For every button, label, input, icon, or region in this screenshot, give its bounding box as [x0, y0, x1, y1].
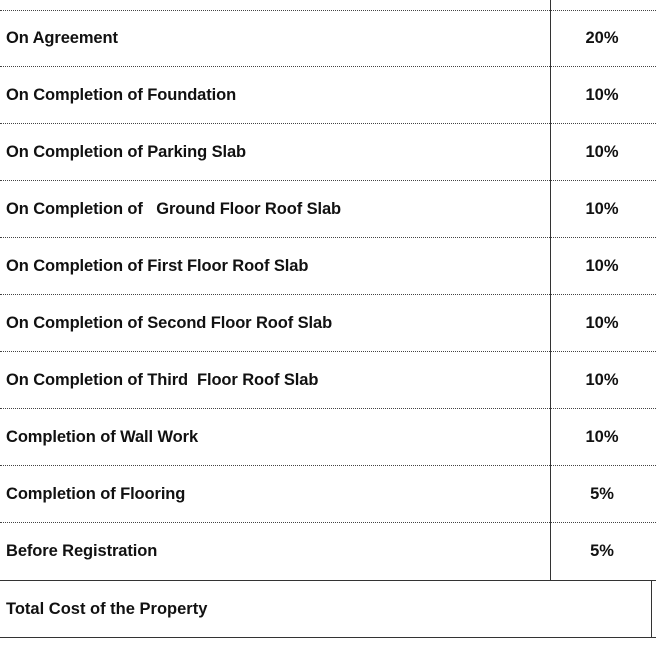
total-label: Total Cost of the Property — [6, 600, 208, 618]
stage-percent: 10% — [585, 143, 619, 161]
table-row — [0, 523, 656, 580]
table-row — [0, 466, 656, 523]
stage-percent: 10% — [585, 86, 619, 104]
stage-percent: 5% — [590, 485, 614, 503]
table-row — [0, 181, 656, 238]
stage-percent: 10% — [585, 200, 619, 218]
stage-percent: 20% — [585, 29, 619, 47]
stage-label: On Agreement — [6, 29, 118, 47]
stage-label: On Completion of Second Floor Roof Slab — [6, 314, 333, 332]
table-row — [0, 10, 656, 67]
stage-percent: 10% — [585, 257, 619, 275]
table-row — [0, 124, 656, 181]
stage-percent: 5% — [590, 542, 614, 560]
table-row — [0, 67, 656, 124]
stage-percent: 10% — [585, 314, 619, 332]
stage-label: Completion of Flooring — [6, 485, 186, 503]
table-row — [0, 295, 656, 352]
column-divider — [550, 0, 551, 580]
stage-label: On Completion of Ground Floor Roof Slab — [6, 200, 342, 218]
table-row — [0, 238, 656, 295]
total-row-right-border — [651, 580, 652, 638]
stage-label: On Completion of Foundation — [6, 86, 237, 104]
table-row — [0, 352, 656, 409]
stage-label: On Completion of Parking Slab — [6, 143, 247, 161]
table-row — [0, 409, 656, 466]
stage-label: Before Registration — [6, 542, 158, 560]
stage-label: On Completion of Third Floor Roof Slab — [6, 371, 319, 389]
stage-label: Completion of Wall Work — [6, 428, 199, 446]
stage-percent: 10% — [585, 428, 619, 446]
total-row — [0, 580, 656, 638]
stage-percent: 10% — [585, 371, 619, 389]
stage-label: On Completion of First Floor Roof Slab — [6, 257, 309, 275]
